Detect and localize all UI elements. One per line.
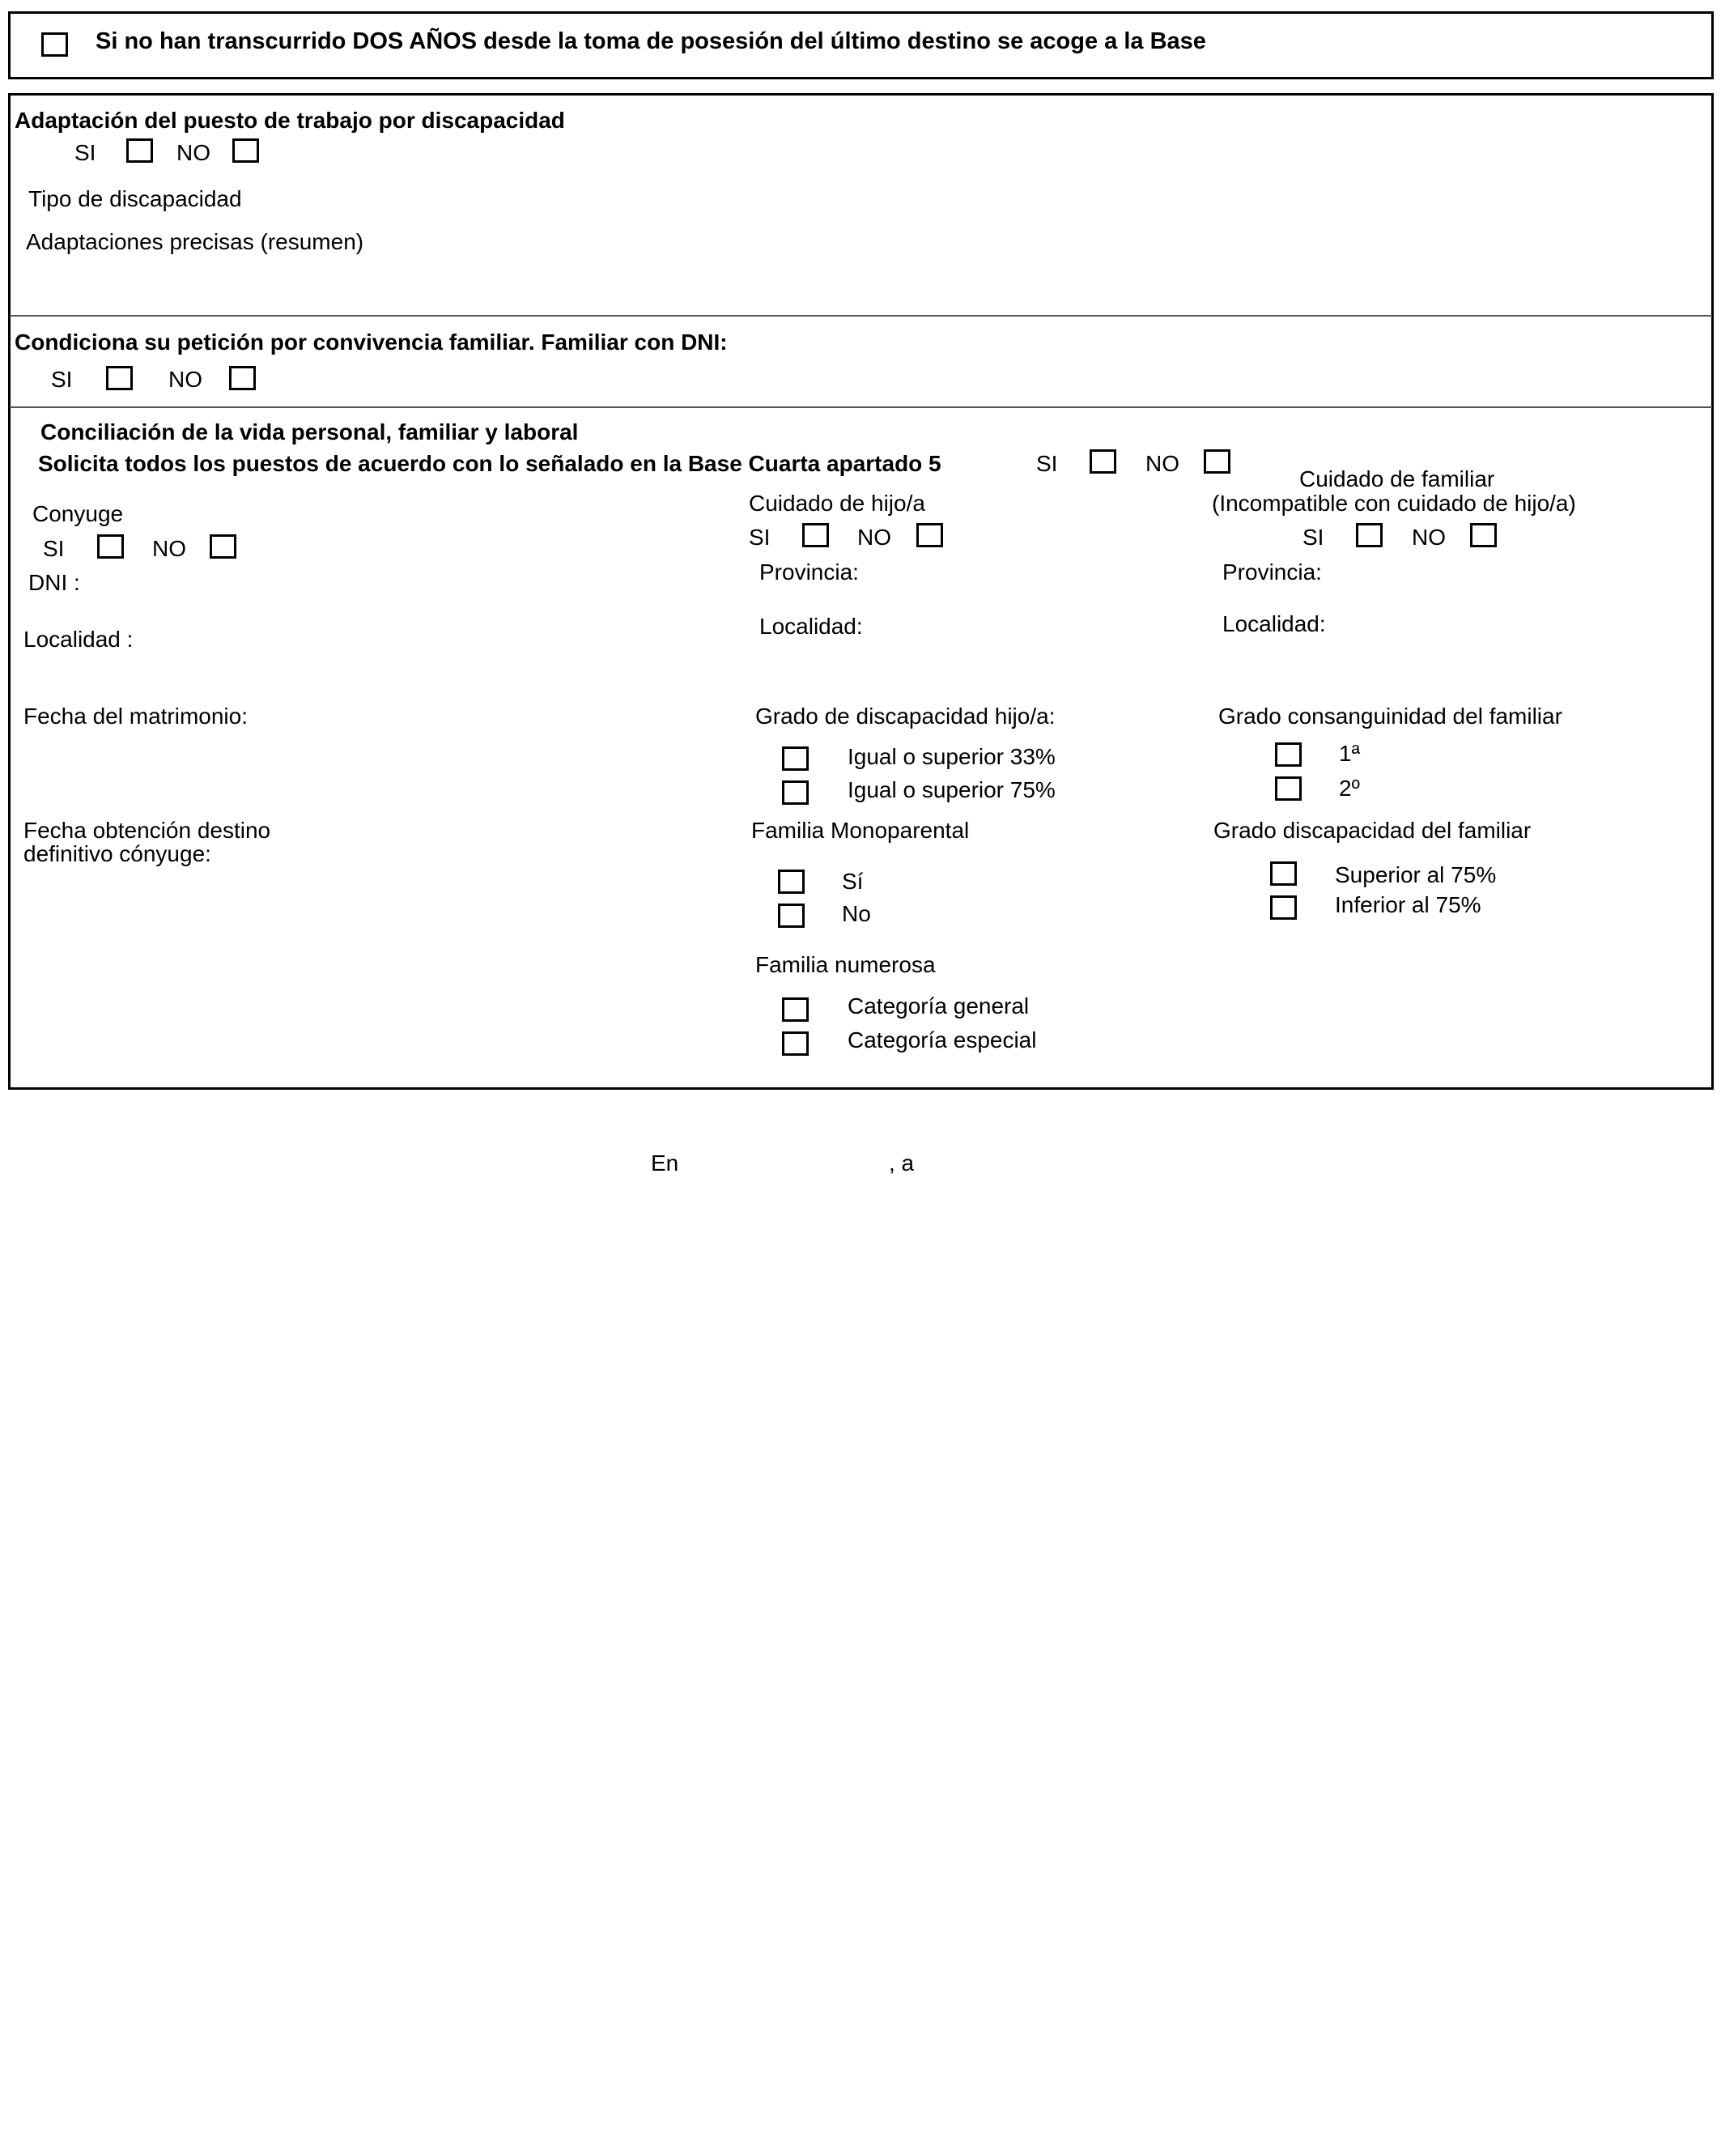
spouse-no-checkbox[interactable] xyxy=(210,534,236,559)
child-disability-33-label: Igual o superior 33% xyxy=(848,744,1056,769)
cohabitation-title: Condiciona su petición por convivencia familiar. Familiar con DNI: xyxy=(15,330,728,355)
kinship-first-label: 1ª xyxy=(1339,741,1360,766)
disability-si-label: SI xyxy=(74,140,96,165)
spouse-locality-label: Localidad : xyxy=(23,627,134,652)
section-divider xyxy=(10,315,1712,317)
conciliation-si-label: SI xyxy=(1036,451,1058,476)
child-care-no-label: NO xyxy=(857,525,891,550)
child-province-label: Provincia: xyxy=(759,559,859,585)
spouse-no-label: NO xyxy=(152,536,186,561)
disability-no-checkbox[interactable] xyxy=(232,138,259,163)
family-disability-above-checkbox[interactable] xyxy=(1270,861,1297,886)
family-disability-below-checkbox[interactable] xyxy=(1270,895,1297,920)
family-care-si-label: SI xyxy=(1302,525,1324,550)
disability-adaptations-label: Adaptaciones precisas (resumen) xyxy=(26,229,364,254)
signature-date-label: , a xyxy=(889,1150,915,1176)
kinship-second-label: 2º xyxy=(1339,776,1360,801)
family-disability-below-label: Inferior al 75% xyxy=(1335,892,1481,917)
spouse-si-checkbox[interactable] xyxy=(97,534,124,559)
family-care-no-checkbox[interactable] xyxy=(1470,523,1497,547)
cohabitation-si-checkbox[interactable] xyxy=(106,366,133,390)
kinship-title: Grado consanguinidad del familiar xyxy=(1218,704,1562,729)
large-family-title: Familia numerosa xyxy=(755,952,936,977)
family-care-si-checkbox[interactable] xyxy=(1356,523,1383,547)
single-parent-no-label: No xyxy=(842,901,871,926)
conciliation-no-checkbox[interactable] xyxy=(1204,449,1230,474)
spouse-si-label: SI xyxy=(43,536,65,561)
child-care-title: Cuidado de hijo/a xyxy=(749,491,925,516)
child-locality-label: Localidad: xyxy=(759,614,863,639)
single-parent-yes-label: Sí xyxy=(842,869,864,894)
base-notice-text: Si no han transcurrido DOS AÑOS desde la toma de posesión del último destino se acoge a la Base xyxy=(96,28,1206,54)
family-care-title: Cuidado de familiar xyxy=(1299,466,1495,491)
child-disability-33-checkbox[interactable] xyxy=(782,746,809,771)
cohabitation-no-label: NO xyxy=(168,367,202,392)
family-disability-above-label: Superior al 75% xyxy=(1335,862,1497,887)
spouse-destination-date-label-1: Fecha obtención destino xyxy=(23,818,271,843)
large-family-general-label: Categoría general xyxy=(848,993,1030,1018)
family-province-label: Provincia: xyxy=(1222,559,1322,585)
spouse-title: Conyuge xyxy=(32,501,124,526)
child-care-si-label: SI xyxy=(749,525,771,550)
large-family-special-label: Categoría especial xyxy=(848,1027,1037,1052)
spouse-dni-label: DNI : xyxy=(28,570,80,595)
conciliation-no-label: NO xyxy=(1145,451,1179,476)
spouse-destination-date-label-2: definitivo cónyuge: xyxy=(23,841,211,866)
disability-title: Adaptación del puesto de trabajo por discapacidad xyxy=(15,108,565,133)
cohabitation-si-label: SI xyxy=(51,367,73,392)
kinship-second-checkbox[interactable] xyxy=(1275,776,1302,801)
conciliation-si-checkbox[interactable] xyxy=(1090,449,1116,474)
family-care-subtitle: (Incompatible con cuidado de hijo/a) xyxy=(1212,491,1576,516)
single-parent-title: Familia Monoparental xyxy=(751,818,970,843)
family-disability-title: Grado discapacidad del familiar xyxy=(1213,818,1532,843)
conciliation-title: Conciliación de la vida personal, familiar y laboral xyxy=(40,419,579,444)
child-disability-75-checkbox[interactable] xyxy=(782,780,809,805)
disability-si-checkbox[interactable] xyxy=(126,138,153,163)
single-parent-yes-checkbox[interactable] xyxy=(778,870,805,894)
large-family-special-checkbox[interactable] xyxy=(782,1031,809,1056)
large-family-general-checkbox[interactable] xyxy=(782,997,809,1022)
child-disability-title: Grado de discapacidad hijo/a: xyxy=(755,704,1056,729)
kinship-first-checkbox[interactable] xyxy=(1275,742,1302,767)
disability-no-label: NO xyxy=(176,140,210,165)
child-disability-75-label: Igual o superior 75% xyxy=(848,777,1056,802)
child-care-si-checkbox[interactable] xyxy=(802,523,829,547)
marriage-date-label: Fecha del matrimonio: xyxy=(23,704,249,729)
cohabitation-no-checkbox[interactable] xyxy=(229,366,256,390)
disability-type-label: Tipo de discapacidad xyxy=(28,186,242,211)
family-care-no-label: NO xyxy=(1412,525,1446,550)
base-notice-checkbox[interactable] xyxy=(41,32,68,57)
conciliation-request: Solicita todos los puestos de acuerdo con lo señalado en la Base Cuarta apartado 5 xyxy=(38,451,941,476)
family-locality-label: Localidad: xyxy=(1222,611,1326,636)
child-care-no-checkbox[interactable] xyxy=(916,523,943,547)
section-divider xyxy=(10,406,1712,408)
signature-place-label: En xyxy=(651,1150,679,1176)
single-parent-no-checkbox[interactable] xyxy=(778,904,805,928)
